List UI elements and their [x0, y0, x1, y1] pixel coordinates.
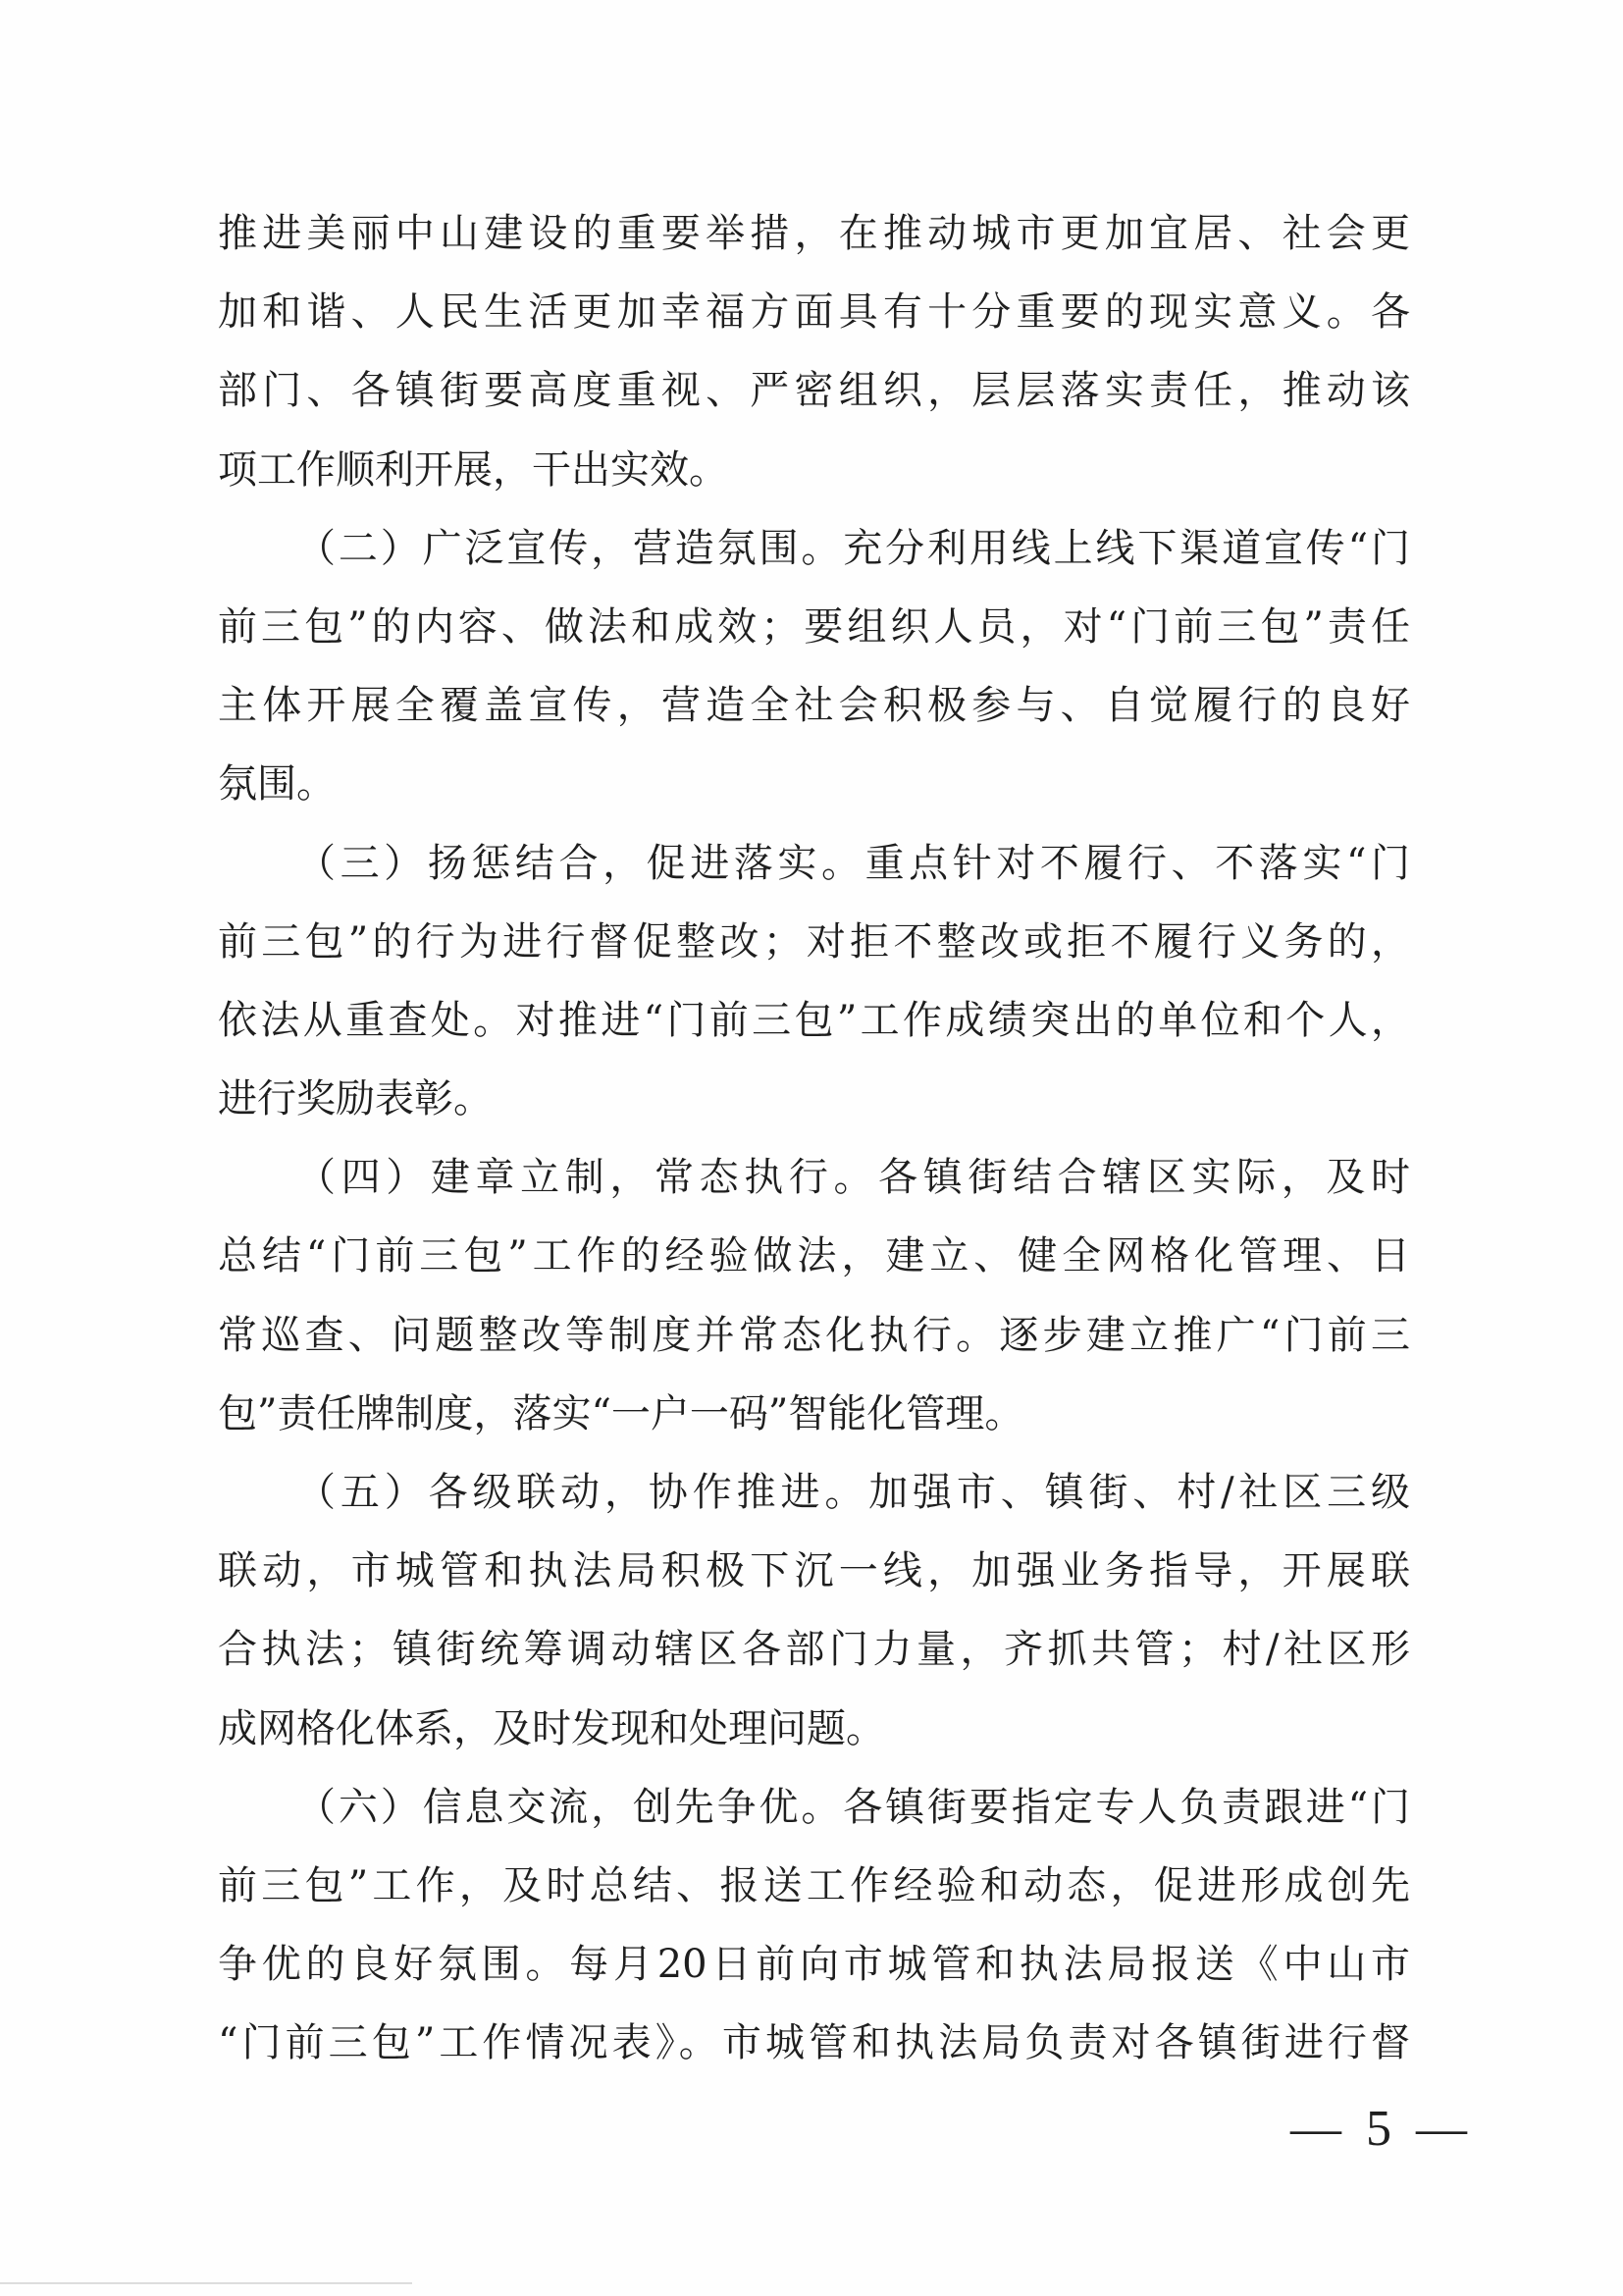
text-line: 进行奖励表彰。: [218, 1076, 493, 1122]
text-line: 依法从重查处。对推进“门前三包”工作成绩突出的单位和个人，: [218, 997, 1410, 1043]
text-line: 氛围。: [218, 761, 336, 808]
text-line: 包”责任牌制度，落实“一户一码”智能化管理。: [218, 1390, 1024, 1436]
text-line: （三）扬惩结合，促进落实。重点针对不履行、不落实“门: [296, 840, 1410, 886]
text-line: “门前三包”工作情况表》。市城管和执法局负责对各镇街进行督: [218, 2020, 1410, 2066]
text-line: 主体开展全覆盖宣传，营造全社会积极参与、自觉履行的良好: [218, 683, 1410, 729]
page-number: — 5 —: [1290, 2101, 1473, 2157]
paragraph: [218, 1453, 1410, 1768]
text-line: （四）建章立制，常态执行。各镇街结合辖区实际，及时: [296, 1155, 1410, 1201]
text-line: （五）各级联动，协作推进。加强市、镇街、村/社区三级: [296, 1470, 1410, 1515]
paragraph: [218, 1768, 1410, 2083]
text-line: （六）信息交流，创先争优。各镇街要指定专人负责跟进“门: [296, 1784, 1410, 1830]
text-line: 前三包”工作，及时总结、报送工作经验和动态，促进形成创先: [218, 1862, 1410, 1908]
text-line: 推进美丽中山建设的重要举措，在推动城市更加宜居、社会更: [218, 211, 1410, 256]
text-line: 争优的良好氛围。每月20日前向市城管和执法局报送《中山市: [218, 1942, 1410, 1988]
text-line: 成网格化体系，及时发现和处理问题。: [218, 1705, 885, 1751]
body-text: [218, 194, 1410, 2083]
text-line: 加和谐、人民生活更加幸福方面具有十分重要的现实意义。各: [218, 289, 1410, 336]
text-line: 项工作顺利开展，干出实效。: [218, 446, 728, 493]
text-line: （二）广泛宣传，营造氛围。充分利用线上线下渠道宣传“门: [296, 525, 1410, 571]
paragraph: [218, 194, 1410, 509]
paragraph: [218, 1138, 1410, 1453]
paragraph: [218, 509, 1410, 824]
text-line: 前三包”的内容、做法和成效；要组织人员，对“门前三包”责任: [218, 603, 1410, 650]
scan-edge-line: [0, 2282, 412, 2284]
text-line: 总结“门前三包”工作的经验做法，建立、健全网格化管理、日: [218, 1233, 1410, 1279]
text-line: 部门、各镇街要高度重视、严密组织，层层落实责任，推动该: [218, 368, 1410, 414]
text-line: 常巡查、问题整改等制度并常态化执行。逐步建立推广“门前三: [218, 1312, 1410, 1358]
text-line: 联动，市城管和执法局积极下沉一线，加强业务指导，开展联: [218, 1548, 1410, 1594]
text-line: 前三包”的行为进行督促整改；对拒不整改或拒不履行义务的，: [218, 918, 1410, 965]
paragraph: [218, 824, 1410, 1139]
text-line: 合执法；镇街统筹调动辖区各部门力量，齐抓共管；村/社区形: [218, 1627, 1410, 1673]
